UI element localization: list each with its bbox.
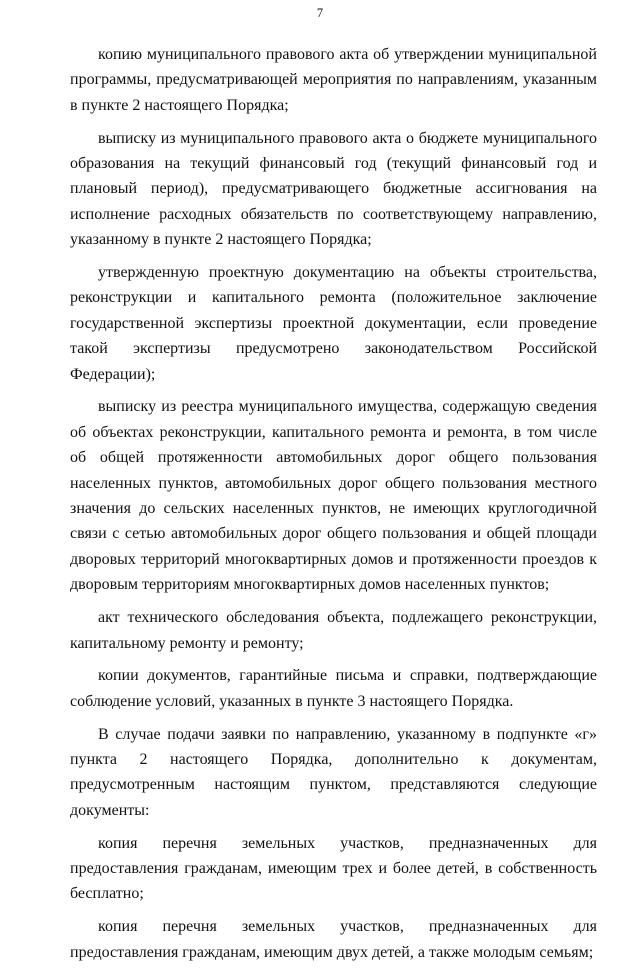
paragraph-municipal-program-copy: копию муниципального правового акта об утверждении муниципальной программы, предусматривающей мероприятия по направлениям, указанным в пункте 2 настоящего Порядка; — [70, 46, 597, 114]
paragraph-technical-inspection-act: акт технического обследования объекта, подлежащего реконструкции, капитальному ремонту и ремонту; — [70, 609, 597, 652]
document-body — [70, 42, 597, 972]
page-number: 7 — [316, 6, 324, 20]
paragraph-guarantee-letters: копии документов, гарантийные письма и справки, подтверждающие соблюдение условий, указанных в пункте 3 настоящего Порядка. — [70, 667, 597, 710]
paragraph-budget-extract: выписку из муниципального правового акта о бюджете муниципального образования на текущий финансовый год (текущий финансовый год и плановый период), предусматривающего бюджетные ассигнования на исполнение расходных обязательств по соответствующему направлению, указанному в пункте 2 настоящего Порядка; — [70, 129, 597, 249]
paragraph-additional-documents: В случае подачи заявки по направлению, указанному в подпункте «г» пункта 2 настоящего Порядка, дополнительно к документам, предусмотренным настоящим пунктом, представляются следующие документы: — [70, 725, 597, 819]
paragraph-property-register-extract: выписку из реестра муниципального имущества, содержащую сведения об объектах реконструкции, капитального ремонта и ремонта, в том числе об общей протяженности автомобильных дорог общего пользования населенных пунктов, автомобильных дорог общего пользования местного значения до сельских населенных пунктов, не имеющих круглогодичной связи с сетью автомобильных дорог общего пользования и общей площади дворовых территорий многоквартирных домов и протяженности проездов к дворовым территориям многоквартирных домов населенных пунктов; — [70, 398, 597, 594]
paragraph-project-documentation: утвержденную проектную документацию на объекты строительства, реконструкции и капитального ремонта (положительное заключение государственной экспертизы проектной документации, если проведение такой экспертизы предусмотрено законодательством Российской Федерации); — [70, 264, 597, 383]
paragraph-land-plots-three-children: копия перечня земельных участков, предназначенных для предоставления гражданам, имеющим трех и более детей, в собственность бесплатно; — [70, 834, 597, 903]
paragraph-land-plots-two-children: копия перечня земельных участков, предназначенных для предоставления гражданам, имеющим двух детей, а также молодым семьям; — [70, 918, 597, 961]
